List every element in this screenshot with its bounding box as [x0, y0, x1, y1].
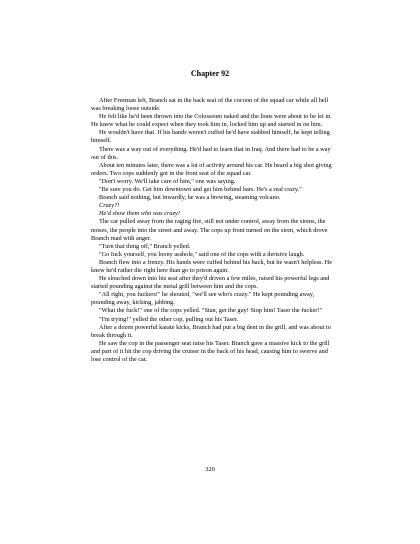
paragraph: He wouldn't have that. If his hands weren't cuffed he'd have stabbed himself, he kept telling himself. [91, 129, 330, 145]
paragraph: "What the fuck!" one of the cops yelled. "Stan, get the guy! Stop him! Taser the fucker!" [99, 307, 323, 315]
paragraph: The car pulled away from the raging fire, still not under control, away from the sirens, the noises, the people into the street and away. The cops up front turned on the siren, which drove Branch mad with anger. [91, 218, 328, 242]
paragraph: After a dozen powerful karate kicks, Branch had put a big dent in the grill, and was about to break through it. [91, 323, 331, 339]
paragraph: "I'm trying!" yelled the other cop, pulling out his Taser. [99, 315, 239, 323]
paragraph: There was a way out of everything. He'd had to learn that in Iraq. And there had to be a way out of this. [91, 145, 331, 161]
paragraph: "Go fuck yourself, you loony asshole," said one of the cops with a derisive laugh. [99, 250, 305, 258]
paragraph: Branch flew into a frenzy. His hands were cuffed behind his back, but he wasn't helpless. He knew he'd rather die right here than go to prison again. [91, 258, 332, 274]
paragraph: Branch said nothing, but inwardly, he was a brewing, steaming volcano. [99, 194, 281, 202]
paragraph: After Freeman left, Branch sat in the back seat of the cocoon of the squad car while all hell was breaking loose outside. [91, 97, 329, 113]
italic-paragraph: Crazy?! [99, 202, 120, 210]
paragraph: "Be sure you do. Get him downtown and get him behind bars. He's a real crazy." [99, 186, 302, 194]
paragraph: "Turn that thing off," Branch yelled. [99, 242, 191, 250]
chapter-body [91, 97, 333, 364]
paragraph: About ten minutes later, there was a lot of activity around his car. He heard a big shot giving orders. Two cops suddenly got in the front seat of the squad car. [91, 161, 332, 177]
paragraph: He felt like he'd been thrown into the Colosseum naked and the lions were about to be let in. He knew what he could expect when they took him in, locked him up and started in on him. [91, 113, 332, 129]
italic-paragraph: He'd show them who was crazy! [99, 210, 180, 218]
paragraph: "All right, you fuckers!" he shouted, "we'll see who's crazy." He kept pounding away, pounding away, kicking, jabbing. [91, 291, 315, 307]
paragraph: "Don't worry. We'll take care of him," one was saying. [99, 177, 236, 185]
paragraph: He saw the cop in the passenger seat raise his Taser. Branch gave a massive kick to the grill and part of it hit the cop driving the cruiser in the back of his head, causing him to swerve and lose control of the car. [91, 339, 330, 363]
paragraph: He slouched down into his seat after they'd driven a few miles, raised his powerful legs and started pounding against the metal grill between him and the cops. [91, 275, 330, 291]
page-number: 320 [205, 466, 215, 473]
chapter-title: Chapter 92 [190, 69, 230, 78]
